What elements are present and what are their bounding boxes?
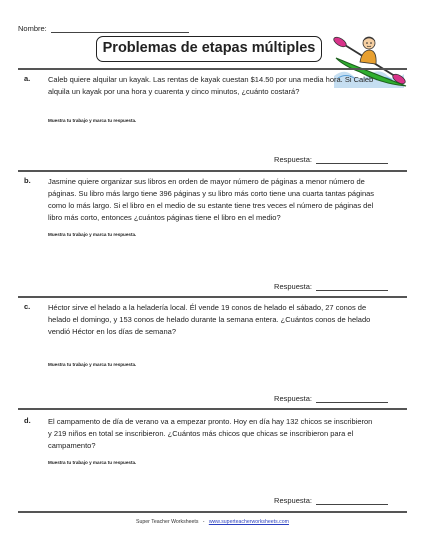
footer-brand: Super Teacher Worksheets xyxy=(136,519,199,525)
answer-field xyxy=(274,496,388,505)
footer xyxy=(0,519,425,525)
answer-line[interactable] xyxy=(316,155,388,164)
answer-line[interactable] xyxy=(316,282,388,291)
problem-label: c. xyxy=(24,302,31,311)
section-divider xyxy=(18,511,407,513)
answer-label: Respuesta: xyxy=(274,394,312,403)
title-box xyxy=(96,36,322,62)
answer-line[interactable] xyxy=(316,496,388,505)
name-row xyxy=(18,24,189,33)
problem-text: Jasmine quiere organizar sus libros en orden de mayor número de páginas a menor número de páginas. Su libro más largo tiene 396 páginas y su libro más corto tiene una cuarta tantas páginas como lo más largo. Si el libro en el medio de su estante tiene tres veces el número de páginas del libro más corto, entonces ¿cuántos páginas tiene el libro en el medio? xyxy=(48,177,375,222)
footer-separator: - xyxy=(202,519,205,525)
answer-label: Respuesta: xyxy=(274,282,312,291)
name-label: Nombre: xyxy=(18,24,47,33)
name-input-line[interactable] xyxy=(51,24,189,33)
problem-label: d. xyxy=(24,416,31,425)
work-instruction: Muestra tu trabajo y marca tu respuesta. xyxy=(48,460,137,465)
footer-link[interactable]: www.superteacherworksheets.com xyxy=(208,519,289,525)
answer-field xyxy=(274,394,388,403)
problem-text: Caleb quiere alquilar un kayak. Las rentas de kayak cuestan $14.50 por una media hora. Si Caleb alquila un kayak por una hora y cuarenta y cinco minutos, ¿cuánto costará? xyxy=(48,75,374,96)
answer-label: Respuesta: xyxy=(274,496,312,505)
problem-text: Héctor sirve el helado a la heladería local. Él vende 19 conos de helado el sábado, 27 conos de helado el domingo, y 153 conos de helado durante la semana entera. ¿Cuántos conos de helado vendió Héctor en los días de semana? xyxy=(48,303,371,336)
section-divider xyxy=(18,408,407,410)
answer-line[interactable] xyxy=(316,394,388,403)
section-divider xyxy=(18,296,407,298)
answer-field xyxy=(274,155,388,164)
work-instruction: Muestra tu trabajo y marca tu respuesta. xyxy=(48,232,137,237)
problem-label: a. xyxy=(24,74,31,83)
problem-label: b. xyxy=(24,176,31,185)
answer-label: Respuesta: xyxy=(274,155,312,164)
work-instruction: Muestra tu trabajo y marca tu respuesta. xyxy=(48,362,137,367)
header-divider xyxy=(18,68,407,70)
answer-field xyxy=(274,282,388,291)
page-title: Problemas de etapas múltiples xyxy=(102,40,316,56)
section-divider xyxy=(18,170,407,172)
problem-text: El campamento de día de verano va a empezar pronto. Hoy en día hay 132 chicos se inscribieron y 219 niños en total se inscribieron. ¿Cuántos más chicos que chicas se inscribieron para el campamento? xyxy=(48,417,373,450)
work-instruction: Muestra tu trabajo y marca tu respuesta. xyxy=(48,118,137,123)
